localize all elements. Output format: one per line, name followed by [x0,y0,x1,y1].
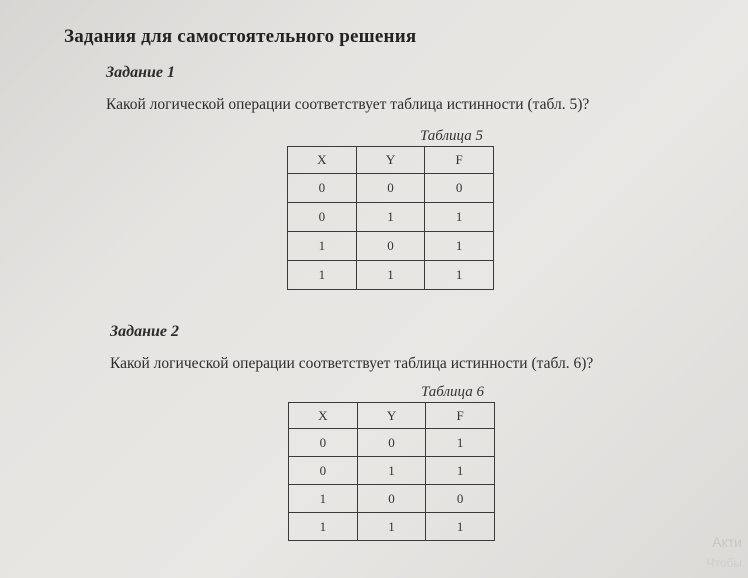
task-2-table-caption: Таблица 6 [421,384,484,400]
cell-x: 1 [288,261,357,290]
table-row [288,232,494,261]
task-2-question: Какой логической операции соответствует таблица истинности (табл. 6)? [110,355,594,372]
cell-x: 0 [288,174,357,203]
table-row [289,513,495,541]
table-row [288,261,494,290]
table-header-row [289,403,495,429]
cell-y: 0 [356,232,425,261]
truth-table-6 [288,402,495,541]
cell-x: 0 [289,429,358,457]
activation-watermark: Акти [712,534,742,550]
cell-y: 1 [357,513,426,541]
header-x: X [288,147,357,174]
table-row [288,174,494,203]
header-y: Y [356,147,425,174]
cell-f: 1 [426,429,495,457]
table-row [288,203,494,232]
cell-f: 1 [426,513,495,541]
header-x: X [289,403,358,429]
header-y: Y [357,403,426,429]
activation-watermark-subtext: Чтобы [706,556,742,570]
cell-f: 1 [426,457,495,485]
cell-x: 0 [288,203,357,232]
cell-y: 0 [356,174,425,203]
cell-x: 1 [289,485,358,513]
cell-y: 0 [357,485,426,513]
task-1-title: Задание 1 [106,64,175,81]
header-f: F [425,147,494,174]
cell-f: 1 [425,232,494,261]
task-1-table-caption: Таблица 5 [420,128,483,144]
cell-x: 0 [289,457,358,485]
cell-y: 1 [356,203,425,232]
cell-y: 1 [357,457,426,485]
cell-f: 0 [425,174,494,203]
task-1-question: Какой логической операции соответствует таблица истинности (табл. 5)? [106,96,590,113]
cell-f: 0 [426,485,495,513]
header-f: F [426,403,495,429]
cell-f: 1 [425,203,494,232]
table-header-row [288,147,494,174]
cell-y: 1 [356,261,425,290]
task-2-title: Задание 2 [110,323,179,340]
section-title: Задания для самостоятельного решения [64,26,417,47]
cell-y: 0 [357,429,426,457]
cell-x: 1 [289,513,358,541]
truth-table-5 [287,146,494,290]
cell-x: 1 [288,232,357,261]
cell-f: 1 [425,261,494,290]
table-row [289,485,495,513]
table-row [289,457,495,485]
table-row [289,429,495,457]
